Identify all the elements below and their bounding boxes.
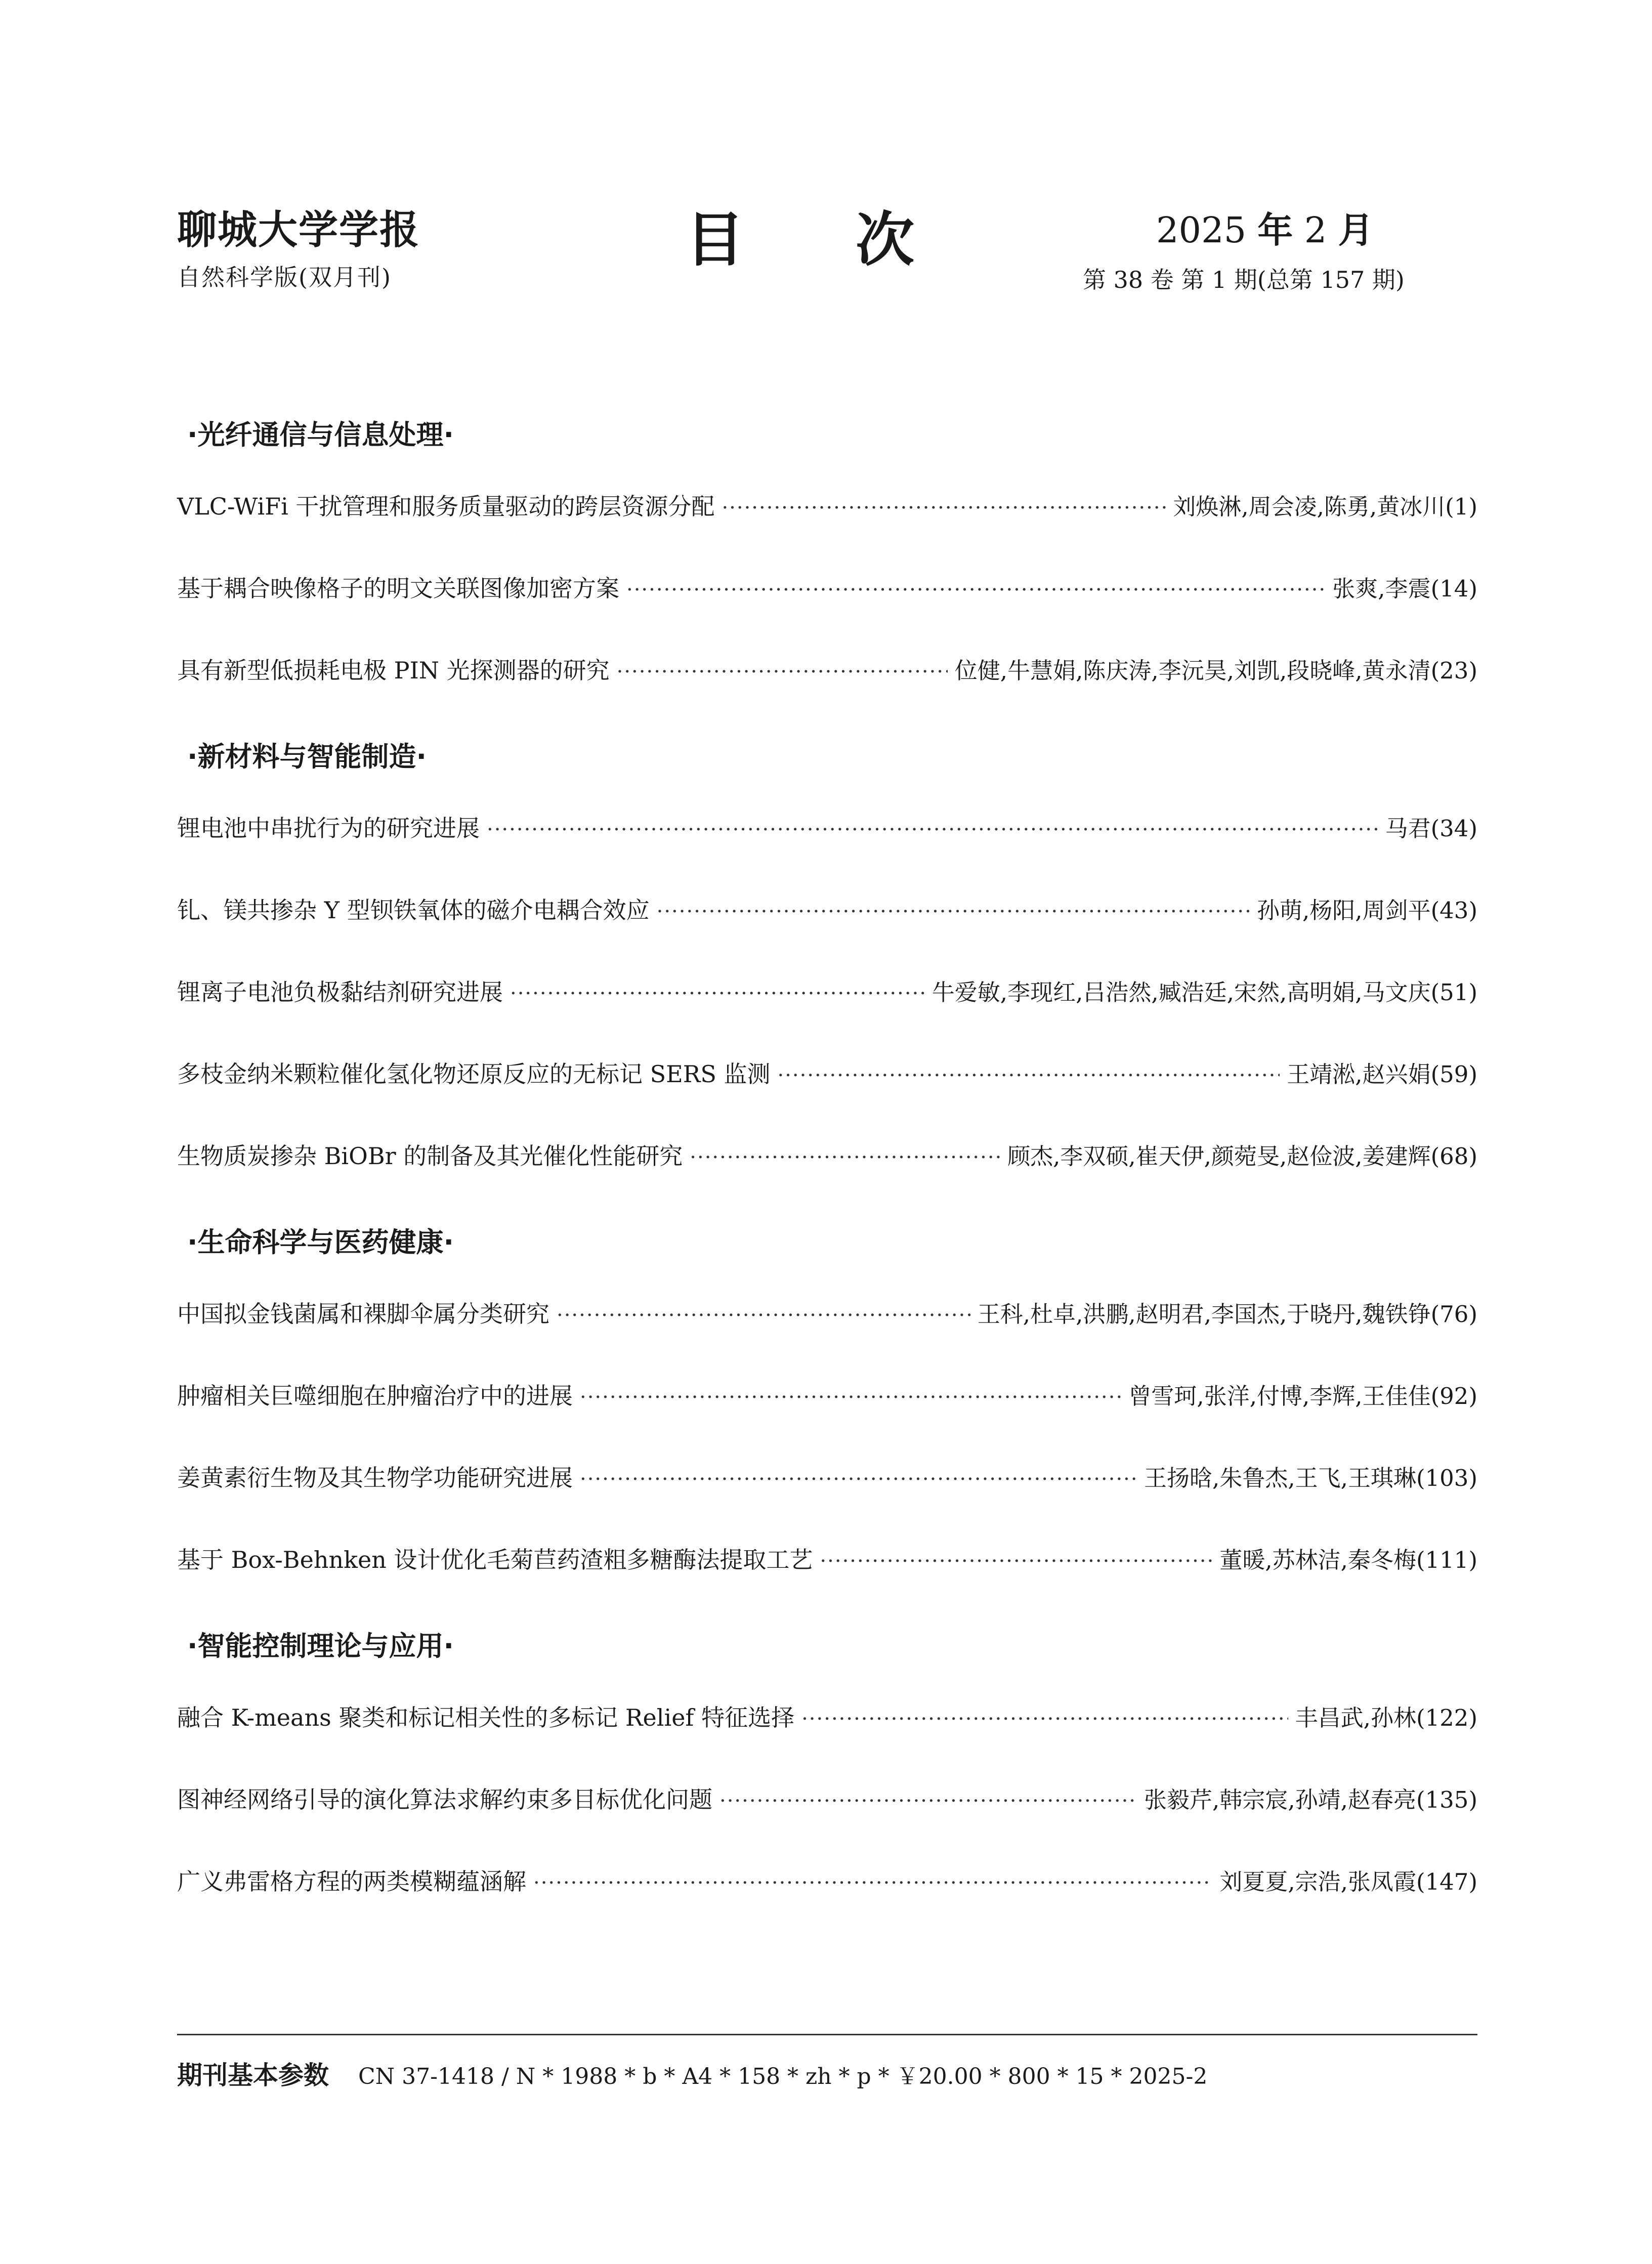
- dot-leader: [626, 549, 1325, 631]
- dot-leader: [777, 1035, 1280, 1117]
- toc-entry[interactable]: [177, 1033, 1477, 1115]
- article-title: 具有新型低损耗电极 PIN 光探测器的研究: [177, 657, 610, 684]
- issue-volume: 第 38 卷 第 1 期(总第 157 期): [1083, 266, 1405, 293]
- article-authors: 顾杰,李双硕,崔天伊,颜菀旻,赵俭波,姜建辉: [1007, 1143, 1431, 1170]
- toc-entry[interactable]: [177, 465, 1477, 547]
- article-title: 肿瘤相关巨噬细胞在肿瘤治疗中的进展: [177, 1382, 573, 1409]
- toc-entry[interactable]: [177, 629, 1477, 711]
- dot-leader: [722, 467, 1166, 549]
- toc-entry[interactable]: [177, 1355, 1477, 1437]
- article-title: 融合 K-means 聚类和标记相关性的多标记 Relief 特征选择: [177, 1704, 795, 1731]
- dot-leader: [510, 953, 925, 1035]
- article-page-number: ( 111 ): [1416, 1519, 1477, 1601]
- dot-leader: [557, 1274, 970, 1356]
- article-authors: 丰昌武,孙林: [1295, 1704, 1416, 1731]
- article-authors: 牛爱敏,李现红,吕浩然,臧浩廷,宋然,高明娟,马文庆: [931, 979, 1431, 1006]
- article-title: 生物质炭掺杂 BiOBr 的制备及其光催化性能研究: [177, 1142, 683, 1170]
- toc-entry[interactable]: [177, 1759, 1477, 1841]
- dot-leader: [580, 1438, 1137, 1520]
- article-title: 广义弗雷格方程的两类模糊蕴涵解: [177, 1868, 526, 1895]
- article-title: 基于耦合映像格子的明文关联图像加密方案: [177, 575, 619, 602]
- section-heading: ·新材料与智能制造·: [187, 741, 427, 773]
- article-authors: 王靖淞,赵兴娟: [1287, 1061, 1431, 1088]
- dot-leader: [487, 789, 1378, 871]
- article-authors: 董暖,苏林洁,秦冬梅: [1219, 1547, 1416, 1573]
- article-page-number: ( 43 ): [1431, 870, 1477, 952]
- parameters-values: CN 37-1418 / N * 1988 * b * A4 * 158 * zh * p * ￥20.00 * 800 * 15 * 2025-2: [358, 2064, 1208, 2089]
- article-title: 图神经网络引导的演化算法求解约束多目标优化问题: [177, 1786, 712, 1813]
- article-page-number: ( 1 ): [1445, 466, 1477, 548]
- toc-entry[interactable]: [177, 1115, 1477, 1197]
- article-authors: 孙萌,杨阳,周剑平: [1257, 897, 1431, 924]
- section-heading: ·光纤通信与信息处理·: [187, 419, 454, 451]
- toc-entry[interactable]: [177, 869, 1477, 951]
- article-authors: 张毅芹,韩宗宸,孙靖,赵春亮: [1144, 1786, 1416, 1813]
- toc-section: [177, 727, 1477, 1197]
- article-title: 锂电池中串扰行为的研究进展: [177, 815, 480, 842]
- article-page-number: ( 92 ): [1431, 1355, 1477, 1437]
- journal-name: 聊城大学学报: [177, 207, 420, 253]
- article-title: 钆、镁共掺杂 Y 型钡铁氧体的磁介电耦合效应: [177, 896, 650, 924]
- journal-edition: 自然科学版(双月刊): [177, 264, 392, 291]
- article-authors: 曾雪珂,张洋,付博,李辉,王佳佳: [1128, 1383, 1431, 1409]
- journal-parameters: [177, 2055, 1477, 2097]
- dot-leader: [617, 631, 948, 713]
- article-page-number: ( 147 ): [1416, 1841, 1477, 1923]
- footer-divider: [177, 2034, 1477, 2035]
- article-page-number: ( 34 ): [1431, 788, 1477, 870]
- article-authors: 王科,杜卓,洪鹏,赵明君,李国杰,于晓丹,魏铁铮: [977, 1301, 1431, 1328]
- article-title: 基于 Box-Behnken 设计优化毛菊苣药渣粗多糖酶法提取工艺: [177, 1546, 813, 1573]
- table-of-contents: [177, 405, 1477, 1923]
- article-title: VLC-WiFi 干扰管理和服务质量驱动的跨层资源分配: [177, 493, 715, 520]
- section-heading: ·智能控制理论与应用·: [187, 1630, 454, 1662]
- section-heading: ·生命科学与医药健康·: [187, 1226, 454, 1258]
- article-page-number: ( 23 ): [1431, 630, 1477, 712]
- article-authors: 刘焕淋,周会凌,陈勇,黄冰川: [1173, 493, 1446, 520]
- dot-leader: [580, 1356, 1121, 1438]
- article-page-number: ( 76 ): [1431, 1273, 1477, 1355]
- dot-leader: [533, 1842, 1212, 1924]
- journal-masthead: [177, 205, 582, 295]
- article-title: 多枝金纳米颗粒催化氢化物还原反应的无标记 SERS 监测: [177, 1060, 771, 1088]
- toc-entry[interactable]: [177, 1677, 1477, 1759]
- article-page-number: ( 122 ): [1416, 1677, 1477, 1759]
- article-page-number: ( 103 ): [1416, 1437, 1477, 1519]
- toc-entry[interactable]: [177, 547, 1477, 629]
- issue-month: 2: [1304, 209, 1327, 251]
- article-title: 中国拟金钱菌属和裸脚伞属分类研究: [177, 1300, 549, 1328]
- article-page-number: ( 51 ): [1431, 952, 1477, 1034]
- dot-leader: [657, 871, 1250, 953]
- article-page-number: ( 59 ): [1431, 1034, 1477, 1116]
- toc-entry[interactable]: [177, 787, 1477, 869]
- article-authors: 刘夏夏,宗浩,张凤霞: [1219, 1868, 1416, 1895]
- toc-section: [177, 1616, 1477, 1923]
- dot-leader: [719, 1760, 1137, 1842]
- article-authors: 张爽,李震: [1332, 575, 1431, 602]
- article-title: 姜黄素衍生物及其生物学功能研究进展: [177, 1464, 573, 1491]
- dot-leader: [801, 1678, 1288, 1760]
- article-title: 锂离子电池负极黏结剂研究进展: [177, 978, 503, 1006]
- toc-entry[interactable]: [177, 1273, 1477, 1355]
- issue-date: [1083, 207, 1538, 253]
- toc-entry[interactable]: [177, 1519, 1477, 1601]
- toc-section: [177, 1212, 1477, 1601]
- article-authors: 马君: [1385, 815, 1431, 842]
- article-page-number: ( 14 ): [1431, 548, 1477, 630]
- article-page-number: ( 68 ): [1431, 1116, 1477, 1198]
- article-authors: 位健,牛慧娟,陈庆涛,李沅昊,刘凯,段晓峰,黄永清: [954, 657, 1431, 684]
- toc-entry[interactable]: [177, 1841, 1477, 1923]
- toc-entry[interactable]: [177, 951, 1477, 1033]
- dot-leader: [690, 1117, 1000, 1199]
- parameters-label: 期刊基本参数: [177, 2061, 329, 2090]
- issue-year-unit: 年: [1257, 209, 1293, 251]
- toc-section: [177, 405, 1477, 711]
- issue-month-unit: 月: [1338, 209, 1374, 251]
- toc-entry[interactable]: [177, 1437, 1477, 1519]
- issue-year: 2025: [1156, 209, 1247, 251]
- article-authors: 王扬晗,朱鲁杰,王飞,王琪琳: [1144, 1465, 1416, 1491]
- page-title: 目次: [686, 206, 1026, 274]
- dot-leader: [820, 1520, 1212, 1602]
- issue-info: [1083, 207, 1538, 297]
- article-page-number: ( 135 ): [1416, 1759, 1477, 1841]
